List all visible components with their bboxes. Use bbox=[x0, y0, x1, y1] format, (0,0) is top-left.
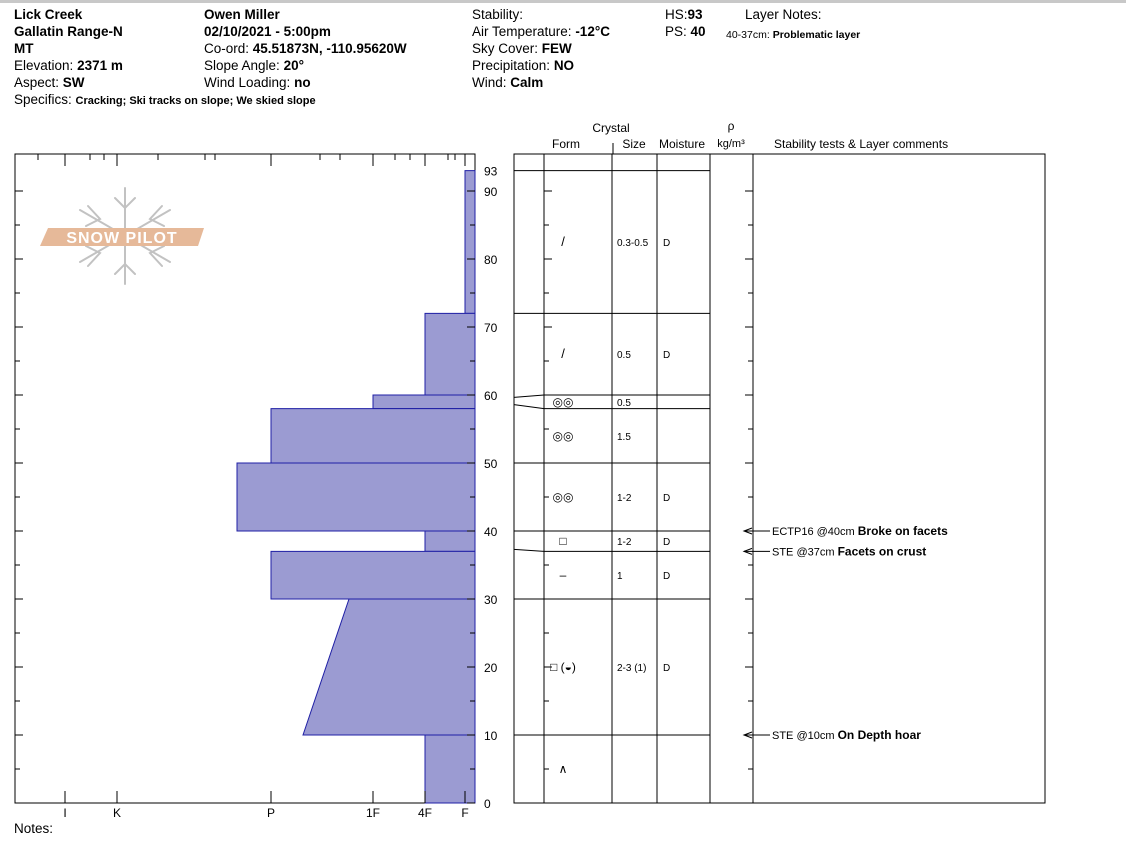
test-code-2: STE @10cm bbox=[772, 730, 838, 742]
test-comment-2: On Depth hoar bbox=[837, 728, 921, 742]
wind-loading-label: Wind Loading: bbox=[204, 75, 291, 90]
layer-size-0: 0.3-0.5 bbox=[617, 238, 649, 249]
aspect-label: Aspect: bbox=[14, 75, 60, 90]
ps-value: 40 bbox=[690, 24, 706, 39]
layer-connector-0 bbox=[514, 395, 544, 397]
layer-notes-range: 40-37cm: bbox=[726, 29, 770, 41]
size-header: Size bbox=[622, 137, 646, 151]
coord-value: 45.51873N, -110.95620W bbox=[252, 41, 407, 56]
layer-moisture-1: D bbox=[663, 350, 671, 362]
range-name: Gallatin Range-N bbox=[14, 24, 123, 39]
hardness-label-1: K bbox=[112, 806, 122, 820]
sky-value: FEW bbox=[541, 41, 572, 56]
depth-label-7: 30 bbox=[484, 593, 498, 607]
layer-size-2: 0.5 bbox=[617, 397, 631, 409]
hardness-bar-8 bbox=[425, 735, 475, 803]
test-label-1 bbox=[772, 544, 926, 558]
notes-label: Notes: bbox=[14, 821, 54, 836]
rho-header: ρ bbox=[727, 119, 735, 133]
layer-size-6: 1 bbox=[617, 571, 623, 583]
hardness-bar-2 bbox=[373, 395, 475, 409]
layer-form-7: □ (◒) bbox=[550, 660, 576, 674]
test-label-2 bbox=[772, 728, 921, 742]
layer-form-6: – bbox=[559, 568, 567, 583]
test-comment-0: Broke on facets bbox=[857, 524, 948, 538]
location-name: Lick Creek bbox=[14, 7, 83, 22]
layer-moisture-7: D bbox=[663, 663, 671, 674]
hs-value: 93 bbox=[687, 7, 703, 22]
coord-label: Co-ord: bbox=[204, 41, 250, 56]
layer-moisture-5: D bbox=[663, 537, 671, 549]
depth-label-2: 80 bbox=[484, 253, 498, 267]
hardness-bar-1 bbox=[425, 313, 475, 395]
sky-label: Sky Cover: bbox=[472, 41, 539, 56]
layer-connector-1 bbox=[514, 405, 544, 409]
layer-form-8: ∧ bbox=[558, 762, 568, 776]
depth-label-3: 70 bbox=[484, 321, 498, 335]
moisture-header: Moisture bbox=[658, 137, 706, 151]
state-name: MT bbox=[14, 41, 34, 56]
comments-header: Stability tests & Layer comments bbox=[774, 137, 949, 151]
observer-name: Owen Miller bbox=[204, 7, 280, 22]
observation-datetime: 02/10/2021 - 5:00pm bbox=[204, 24, 331, 39]
air-temp-value: -12°C bbox=[575, 24, 610, 39]
layer-size-5: 1-2 bbox=[617, 537, 632, 549]
ps-label: PS: bbox=[665, 24, 687, 39]
hs-label: HS: bbox=[665, 7, 688, 22]
layer-moisture-0: D bbox=[663, 238, 671, 249]
layer-connector-2 bbox=[514, 549, 544, 551]
hardness-label-5: F bbox=[461, 806, 469, 820]
depth-label-10: 0 bbox=[484, 797, 491, 811]
test-code-1: STE @37cm bbox=[772, 546, 838, 559]
test-code-0: ECTP16 @40cm bbox=[772, 526, 858, 538]
wind-loading-value: no bbox=[294, 75, 311, 90]
hardness-label-4: 4F bbox=[417, 806, 433, 820]
wind-label: Wind: bbox=[472, 75, 507, 90]
precip-value: NO bbox=[553, 58, 575, 73]
hardness-bar-3 bbox=[271, 409, 475, 463]
depth-label-4: 60 bbox=[484, 389, 498, 403]
elevation-value: 2371 m bbox=[77, 58, 123, 73]
hardness-label-2: P bbox=[266, 806, 276, 820]
precip-label: Precipitation: bbox=[472, 58, 551, 73]
layer-notes-text: Problematic layer bbox=[772, 29, 861, 41]
hardness-label-3: 1F bbox=[365, 806, 381, 820]
elevation-label: Elevation: bbox=[14, 58, 74, 73]
layer-form-3: ◎◎ bbox=[552, 428, 574, 443]
layer-form-5: □ bbox=[559, 534, 567, 549]
hardness-bar-4 bbox=[237, 463, 475, 531]
layer-form-2: ◎◎ bbox=[552, 394, 574, 409]
aspect-value: SW bbox=[62, 75, 85, 90]
test-comment-1: Facets on crust bbox=[837, 544, 927, 559]
layer-form-1: / bbox=[561, 346, 565, 362]
logo-text: SNOW PILOT bbox=[66, 230, 178, 247]
hardness-bar-5 bbox=[425, 531, 475, 551]
layer-table-frame bbox=[514, 154, 1045, 803]
depth-label-8: 20 bbox=[484, 661, 498, 675]
layer-moisture-4: D bbox=[663, 493, 671, 504]
depth-label-6: 40 bbox=[484, 525, 498, 539]
layer-size-7: 2-3 (1) bbox=[617, 663, 647, 674]
hardness-bar-6 bbox=[271, 551, 475, 599]
layer-size-1: 0.5 bbox=[617, 350, 631, 362]
stability-label: Stability: bbox=[472, 7, 524, 22]
layer-moisture-6: D bbox=[663, 571, 671, 583]
layer-form-4: ◎◎ bbox=[552, 490, 574, 504]
hardness-label-0: I bbox=[63, 806, 67, 820]
hardness-bars bbox=[237, 171, 475, 803]
depth-label-1: 90 bbox=[484, 185, 498, 199]
depth-label-5: 50 bbox=[484, 457, 498, 471]
snowpilot-logo bbox=[40, 188, 204, 284]
hardness-bar-0 bbox=[465, 171, 475, 314]
stability-tests bbox=[744, 524, 948, 742]
wind-value: Calm bbox=[510, 75, 544, 90]
hardness-bar-7 bbox=[303, 599, 475, 735]
layer-form-0: / bbox=[561, 234, 565, 249]
depth-label-0: 93 bbox=[484, 164, 498, 179]
form-header: Form bbox=[552, 137, 580, 151]
depth-label-9: 10 bbox=[484, 729, 498, 743]
specifics-value: Cracking; Ski tracks on slope; We skied slope bbox=[75, 95, 316, 107]
crystal-header: Crystal bbox=[592, 121, 630, 135]
layer-size-3: 1.5 bbox=[617, 431, 631, 443]
slope-label: Slope Angle: bbox=[204, 58, 280, 73]
slope-value: 20° bbox=[283, 58, 304, 73]
density-unit-header: kg/m³ bbox=[717, 138, 745, 150]
air-temp-label: Air Temperature: bbox=[472, 24, 572, 39]
specifics-label: Specifics: bbox=[14, 92, 72, 107]
layer-size-4: 1-2 bbox=[617, 493, 632, 504]
layer-notes-label: Layer Notes: bbox=[745, 7, 822, 22]
test-label-0 bbox=[772, 524, 948, 538]
